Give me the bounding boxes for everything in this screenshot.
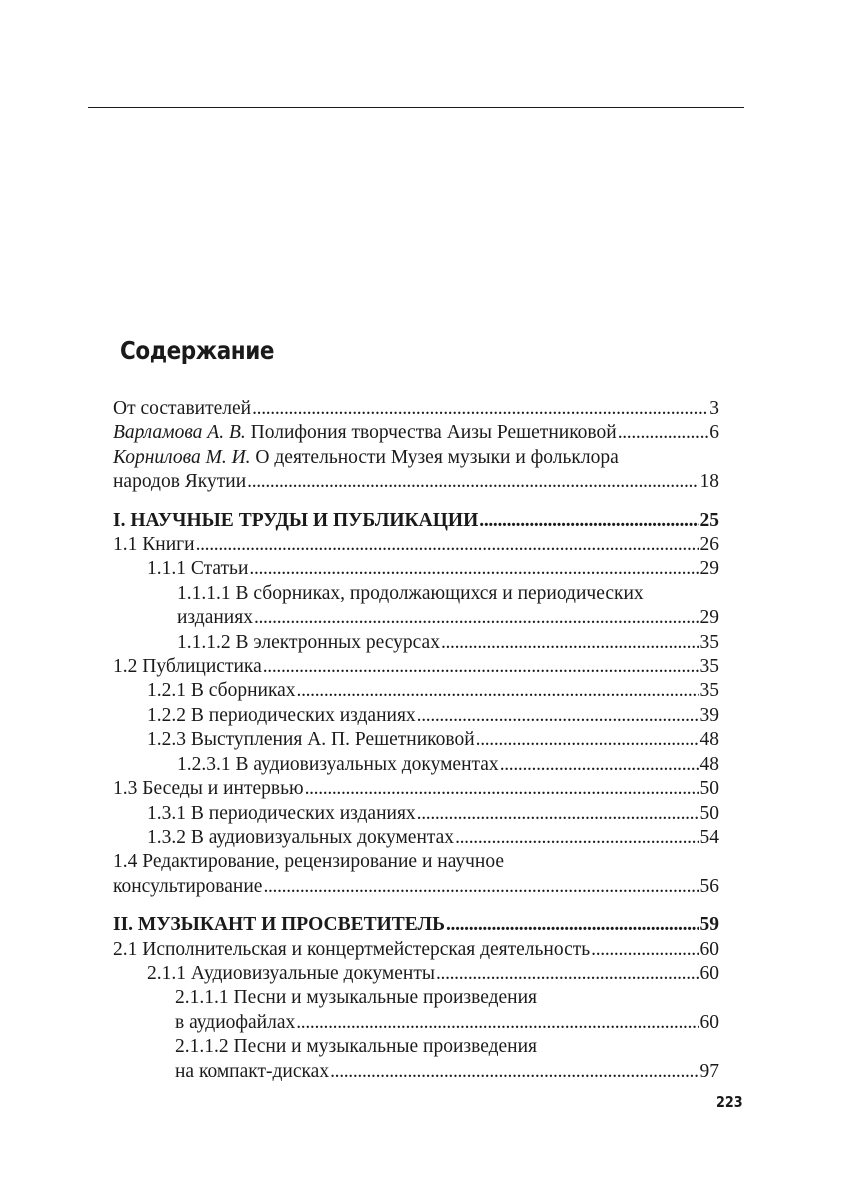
toc-entry[interactable] — [113, 913, 719, 937]
toc-entry-title: 1.1 Книги — [113, 534, 195, 556]
toc-entry[interactable] — [113, 582, 719, 631]
toc-entry-line — [147, 826, 719, 850]
toc-entry-page: 59 — [699, 914, 719, 936]
toc-entry-line — [147, 557, 719, 581]
dot-leader — [417, 704, 699, 728]
toc-entry-line — [175, 1060, 719, 1084]
dot-leader — [247, 470, 698, 494]
dot-leader — [591, 938, 698, 962]
toc-entry-title: 2.1 Исполнительская и концертмейстерская деятельность — [113, 938, 591, 960]
toc-entry-line — [147, 728, 719, 752]
toc-entry-page: 3 — [709, 398, 719, 419]
toc-entry-page: 60 — [699, 962, 719, 984]
toc-entry-title: 1.3.2 В аудиовизуальных документах — [147, 826, 455, 848]
toc-entry-page: 60 — [699, 938, 719, 960]
toc-entry[interactable] — [113, 704, 719, 728]
dot-leader — [446, 913, 699, 937]
dot-leader — [455, 826, 698, 850]
dot-leader — [249, 557, 698, 581]
dot-leader — [305, 777, 699, 801]
toc-entry-line — [147, 679, 719, 703]
toc-entry[interactable] — [113, 421, 719, 445]
toc-entry-first-line: 2.1.1.1 Песни и музыкальные произведения — [175, 987, 538, 1009]
toc-entry-first-line: 1.4 Редактирование, рецензирование и научное — [113, 851, 504, 873]
toc-entry[interactable] — [113, 631, 719, 655]
toc-entry-line — [147, 704, 719, 728]
toc-entry-title: 1.2.3 Выступления А. П. Решетниковой — [147, 729, 475, 751]
toc-entry-line — [147, 962, 719, 986]
toc-entry[interactable] — [113, 1035, 719, 1084]
toc-entry[interactable] — [113, 826, 719, 850]
toc-entry-line — [113, 938, 719, 962]
toc-entry-title: изданиях — [177, 607, 253, 629]
toc-entry-line — [175, 1011, 719, 1035]
toc-entry-page: 29 — [699, 607, 719, 629]
toc-entry-title-start: О деятельности Музея музыки и фольклора — [255, 446, 619, 468]
toc-entry-title: 1.2.1 В сборниках — [147, 680, 296, 702]
toc-entry[interactable] — [113, 962, 719, 986]
toc-entry-first-line — [113, 446, 719, 470]
toc-entry-line — [113, 533, 719, 557]
toc-entry-first-line: 2.1.1.2 Песни и музыкальные произведения — [175, 1036, 538, 1058]
dot-leader — [618, 421, 709, 445]
toc-entry-page: 18 — [699, 471, 719, 493]
toc-entry[interactable] — [113, 986, 719, 1035]
dot-leader — [330, 1060, 698, 1084]
toc-entry-page: 60 — [699, 1011, 719, 1033]
toc-entry-line — [113, 875, 719, 899]
dot-leader — [263, 655, 699, 679]
toc-entry-title: 1.3.1 В периодических изданиях — [147, 802, 416, 824]
dot-leader — [476, 728, 699, 752]
toc-entry-page: 25 — [699, 509, 719, 531]
dot-leader — [196, 533, 699, 557]
toc-entry-title: 1.3 Беседы и интервью — [113, 778, 304, 800]
toc-entry-first-line: 1.1.1.1 В сборниках, продолжающихся и периодических — [177, 582, 644, 604]
toc-entry-title: II. МУЗЫКАНТ И ПРОСВЕТИТЕЛЬ — [113, 914, 445, 936]
toc-entry-line — [113, 509, 719, 533]
toc-entry-line — [113, 655, 719, 679]
toc-entry[interactable] — [113, 446, 719, 495]
dot-leader — [252, 397, 708, 421]
toc-entry[interactable] — [113, 777, 719, 801]
toc-entry-title: 1.2.2 В периодических изданиях — [147, 704, 416, 726]
toc-entry-page: 35 — [699, 680, 719, 702]
toc-entry-title: 1.2.3.1 В аудиовизуальных документах — [177, 753, 499, 775]
toc-entry-title: От составителей — [113, 398, 252, 419]
toc-entry-page: 35 — [699, 656, 719, 678]
toc-entry-author: Корнилова М. И. — [113, 446, 251, 468]
dot-leader — [297, 679, 699, 703]
toc-entry-line — [113, 470, 719, 494]
toc-entry-line — [113, 397, 719, 421]
toc-entry-page: 48 — [699, 753, 719, 775]
toc-entry-page: 26 — [699, 534, 719, 556]
toc-entry[interactable] — [113, 850, 719, 899]
toc-entry[interactable] — [113, 397, 719, 421]
toc-entry-page: 50 — [699, 778, 719, 800]
toc-entry[interactable] — [113, 509, 719, 533]
toc-entry[interactable] — [113, 728, 719, 752]
toc-entry[interactable] — [113, 655, 719, 679]
toc-entry[interactable] — [113, 802, 719, 826]
toc-entry-line — [113, 913, 719, 937]
toc-entry-title: в аудиофайлах — [175, 1011, 296, 1033]
page-number: 223 — [716, 1093, 743, 1111]
toc-entry-title: на компакт-дисках — [175, 1060, 330, 1082]
toc-entry[interactable] — [113, 753, 719, 777]
toc-entry[interactable] — [113, 679, 719, 703]
dot-leader — [479, 509, 698, 533]
toc-entry[interactable] — [113, 938, 719, 962]
toc-entry-line — [177, 753, 719, 777]
toc-entry-line — [113, 777, 719, 801]
toc-entry-page: 50 — [699, 802, 719, 824]
toc-entry-page: 6 — [709, 422, 719, 444]
toc-entry-title: народов Якутии — [113, 471, 247, 493]
toc-entry-page: 56 — [699, 875, 719, 897]
dot-leader — [254, 606, 699, 630]
dot-leader — [436, 962, 699, 986]
toc-entry-author: Варламова А. В. — [113, 422, 246, 444]
toc-entry-title: 2.1.1 Аудиовизуальные документы — [147, 962, 435, 984]
toc-entry[interactable] — [113, 533, 719, 557]
toc-entry-title: Полифония творчества Аизы Решетниковой — [250, 422, 617, 444]
toc-entry-title: I. НАУЧНЫЕ ТРУДЫ И ПУБЛИКАЦИИ — [113, 509, 479, 531]
toc-entry-page: 97 — [699, 1060, 719, 1082]
toc-entry-title: 1.1.1 Статьи — [147, 558, 249, 580]
toc-entry-line — [177, 631, 719, 655]
dot-leader — [296, 1011, 698, 1035]
toc-entry-title: 1.2 Публицистика — [113, 656, 262, 678]
toc-entry-page: 29 — [699, 558, 719, 580]
header-rule — [88, 107, 744, 108]
toc-entry[interactable] — [113, 557, 719, 581]
toc-entry-title: консультирование — [113, 875, 263, 897]
dot-leader — [263, 875, 698, 899]
toc-entry-page: 48 — [699, 729, 719, 751]
dot-leader — [500, 753, 699, 777]
toc-entry-line — [147, 802, 719, 826]
dot-leader — [417, 802, 699, 826]
toc-entry-page: 35 — [699, 631, 719, 653]
toc-entry-page: 39 — [699, 704, 719, 726]
toc-entry-line — [177, 606, 719, 630]
toc-entry-title: 1.1.1.2 В электронных ресурсах — [177, 631, 440, 653]
toc-entry-page: 54 — [699, 826, 719, 848]
toc-entry-line — [113, 421, 719, 445]
dot-leader — [441, 631, 699, 655]
page-title: Содержание — [120, 336, 274, 365]
table-of-contents — [113, 397, 719, 1084]
